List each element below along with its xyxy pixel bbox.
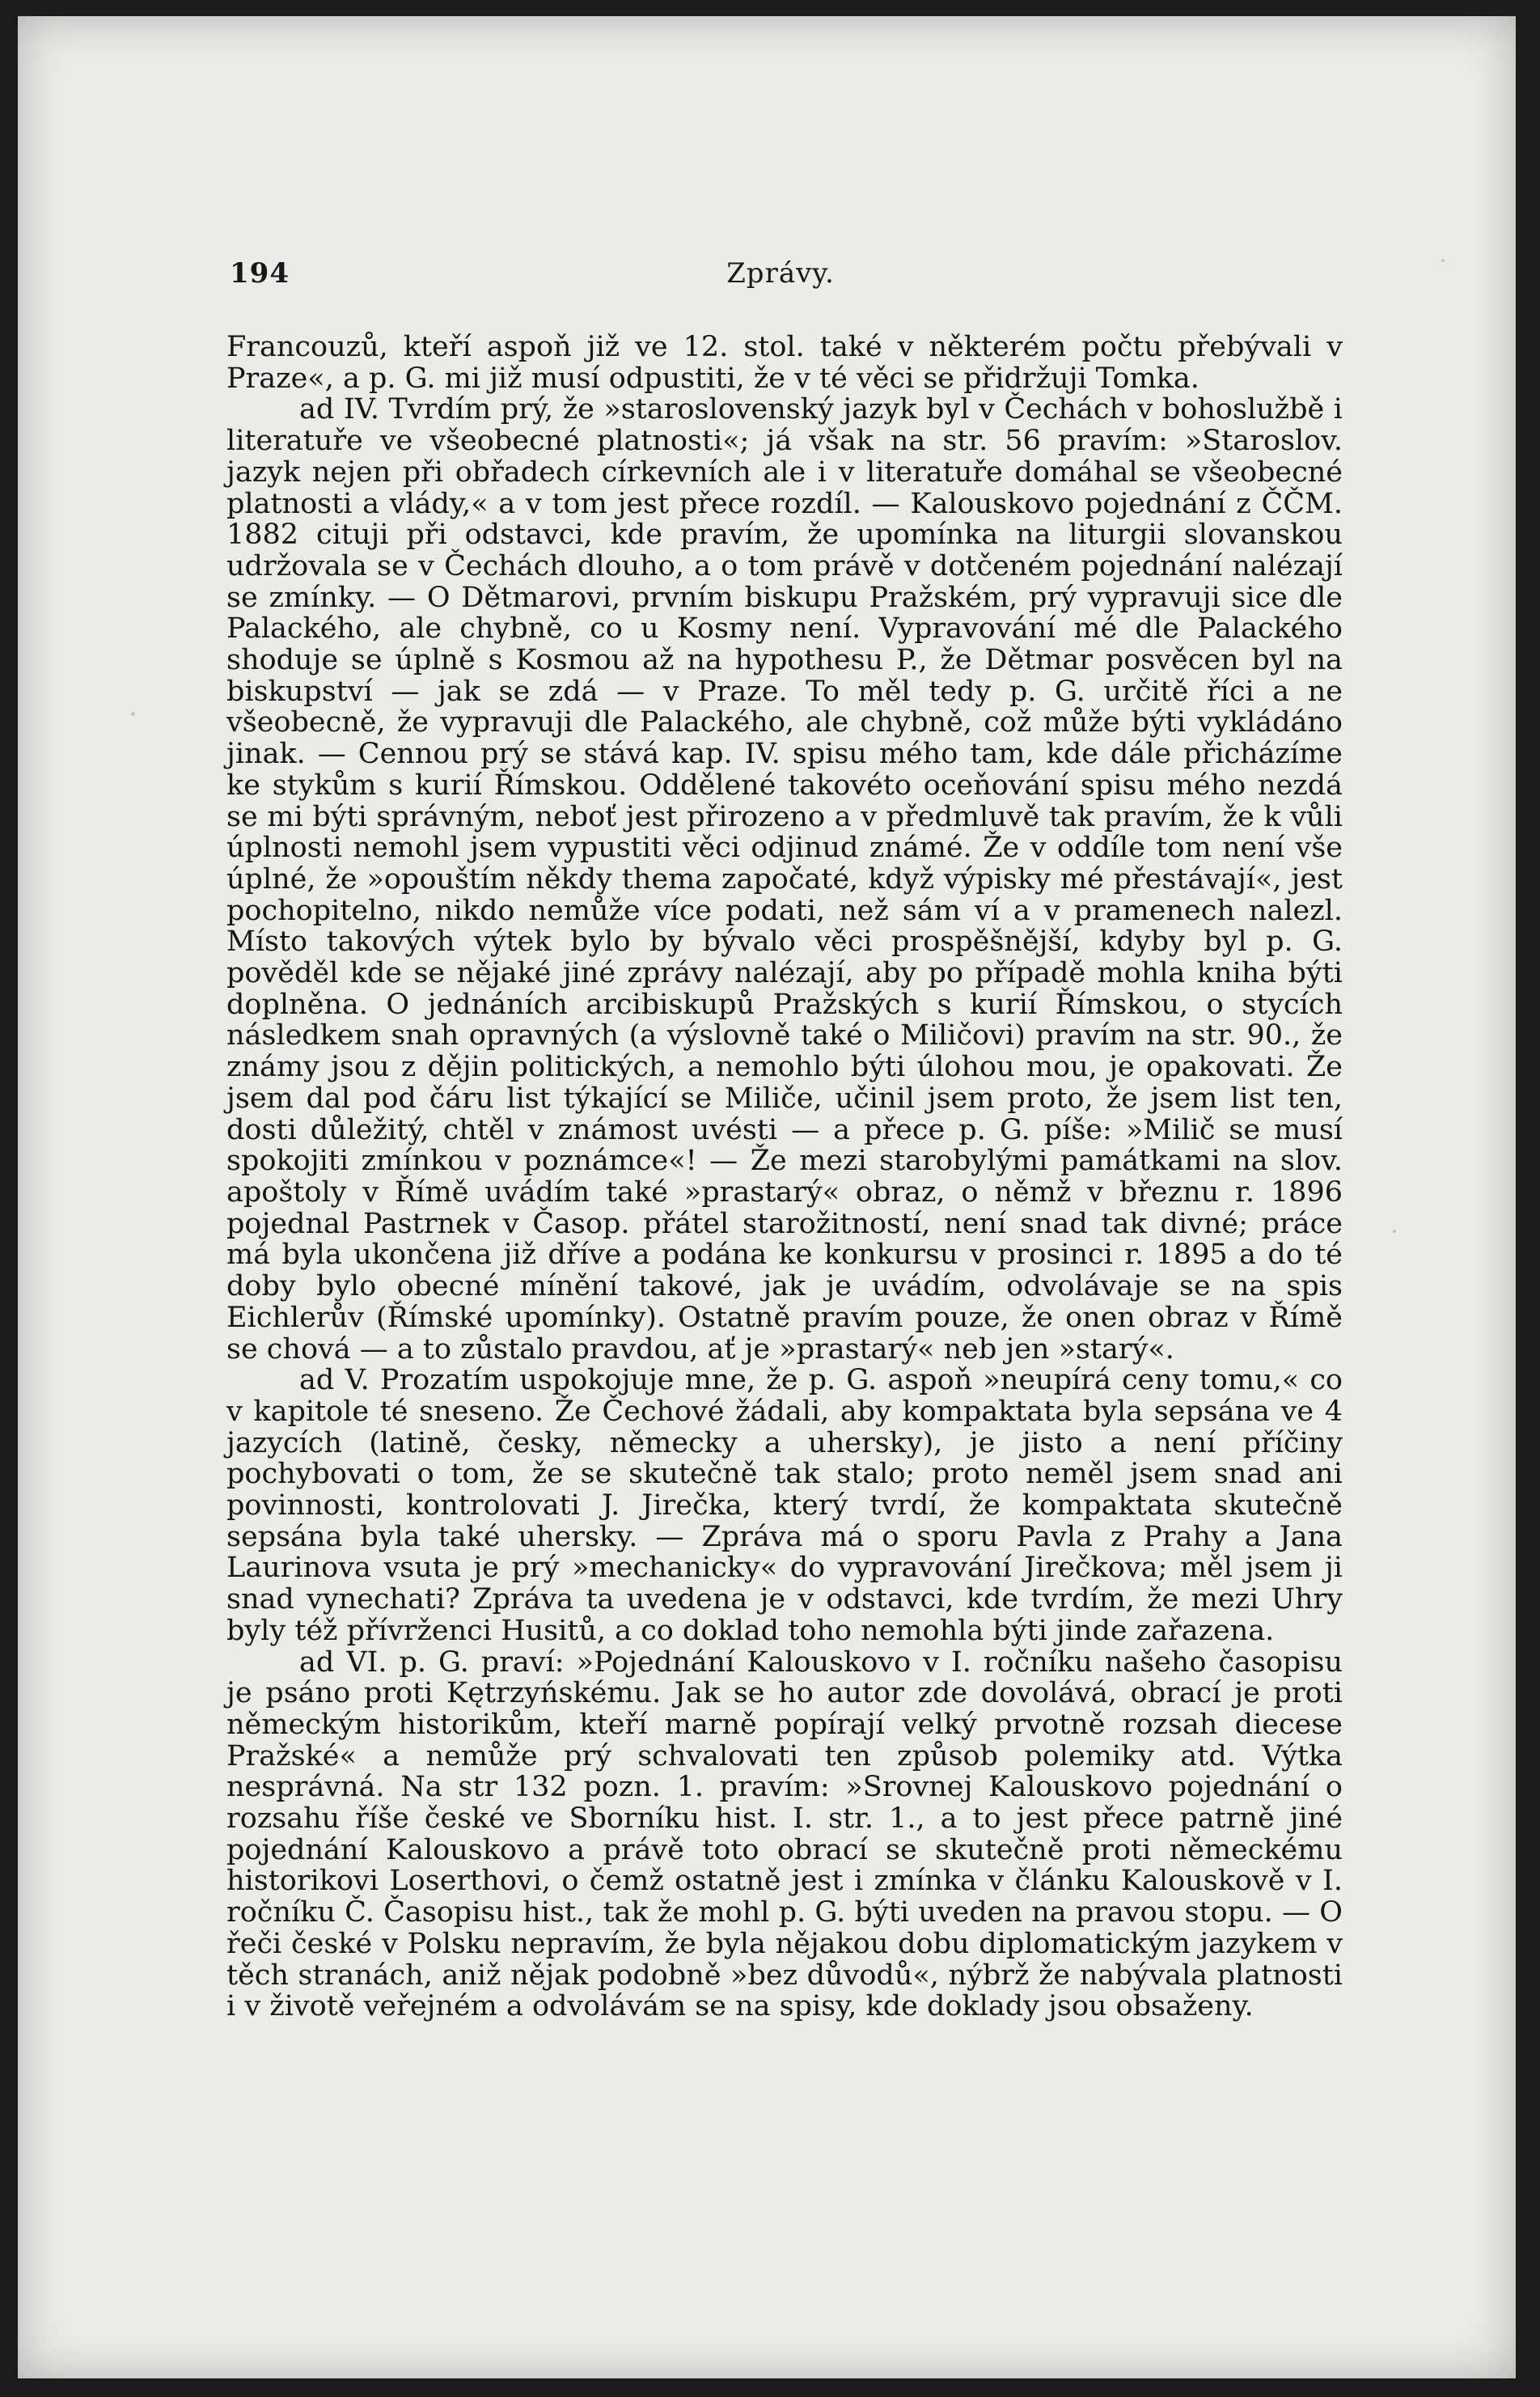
running-head: Zprávy.: [726, 257, 835, 290]
paper-speck: [1441, 259, 1445, 262]
page-header: [210, 257, 1351, 306]
page-number: 194: [230, 257, 290, 290]
paper-speck: [131, 712, 135, 716]
paragraph-ad-v: ad V. Prozatím uspokojuje mne, že p. G. aspoň »neupírá ceny tomu,« co v kapitole té sneseno. Že Čechové žádali, aby kompaktata byla sepsána ve 4 jazycích (latině, česky, německy a uhersky), je jisto a není příčiny pochybovati o tom, že se skutečně tak stalo; proto neměl jsem snad ani povinnosti, kontrolovati J. Jirečka, který tvrdí, že kompaktata skutečně sepsána byla také uhersky. — Zpráva má o sporu Pavla z Prahy a Jana Laurinova vsuta je prý »mechanicky« do vypravování Jirečkova; měl jsem ji snad vynechati? Zpráva ta uvedena je v odstavci, kde tvrdím, že mezi Uhry byly též přívrženci Husitů, a co doklad toho nemohla býti jinde zařazena.: [226, 1364, 1343, 1647]
paragraph-ad-vi: ad VI. p. G. praví: »Pojednání Kalouskovo v I. ročníku našeho časopisu je psáno proti Kętrzyńskému. Jak se ho autor zde dovolává, obrací je proti německým historikům, kteří marně popírají velký prvotně rozsah diecese Pražské« a nemůže prý schvalovati ten způsob polemiky atd. Výtka nesprávná. Na str 132 pozn. 1. pravím: »Srovnej Kalouskovo pojednání o rozsahu říše české ve Sborníku hist. I. str. 1., a to jest přece patrně jiné pojednání Kalouskovo a právě toto obrací se skutečně proti německému historikovi Loserthovi, o čemž ostatně jest i zmínka v článku Kalouskově v I. ročníku Č. Časopisu hist., tak že mohl p. G. býti uveden na pravou stopu. — O řeči české v Polsku nepravím, že byla nějakou dobu diplomatickým jazykem v těch stranách, aniž nějak podobně »bez důvodů«, nýbrž že nabývala platnosti i v životě veřejném a odvolávám se na spisy, kde doklady jsou obsaženy.: [226, 1645, 1343, 2023]
paper-speck: [1393, 1230, 1396, 1233]
article-body: [226, 332, 1343, 2022]
paragraph: Francouzů, kteří aspoň již ve 12. stol. také v některém počtu přebývali v Praze«, a p. G. mi již musí odpustiti, že v té věci se přidržuji Tomka.: [226, 331, 1343, 395]
paragraph-ad-iv: ad IV. Tvrdím prý, že »staroslovenský jazyk byl v Čechách v bohoslužbě i literatuře ve všeobecné platnosti«; já však na str. 56 pravím: »Staroslov. jazyk nejen při obřadech církevních ale i v literatuře domáhal se všeobecné platnosti a vlády,« a v tom jest přece rozdíl. — Kalouskovo pojednání z ČČM. 1882 cituji při odstavci, kde pravím, že upomínka na liturgii slovanskou udržovala se v Čechách dlouho, a o tom právě v dotčeném pojednání nalézají se zmínky. — O Dětmarovi, prvním biskupu Pražském, prý vypravuji sice dle Palackého, ale chybně, co u Kosmy není. Vypravování mé dle Palackého shoduje se úplně s Kosmou až na hypothesu P., že Dětmar posvěcen byl na biskupství — jak se zdá — v Praze. To měl tedy p. G. určitě říci a ne všeobecně, že vypravuji dle Palackého, ale chybně, což může býti vykládáno jinak. — Cennou prý se stává kap. IV. spisu mého tam, kde dále přicházíme ke stykům s kurií Římskou. Oddělené takovéto oceňování spisu mého nezdá se mi býti správným, neboť jest přirozeno a v předmluvě tak pravím, že k vůli úplnosti nemohl jsem vypustiti věci odjinud známé. Že v oddíle tom není vše úplné, že »opouštím někdy thema započaté, když výpisky mé přestávají«, jest pochopitelno, nikdo nemůže více podati, než sám ví a v pramenech nalezl. Místo takových výtek bylo by bývalo věci prospěšnější, kdyby byl p. G. pověděl kde se nějaké jiné zprávy nalézají, aby po případě mohla kniha býti doplněna. O jednáních arcibiskupů Pražských s kurií Římskou, o stycích následkem snah opravných (a výslovně také o Miličovi) pravím na str. 90., že známy jsou z dějin politických, a nemohlo býti úlohou mou, je opakovati. Že jsem dal pod čáru list týkající se Miliče, učinil jsem proto, že jsem list ten, dosti důležitý, chtěl v známost uvésti — a přece p. G. píše: »Milič se musí spokojiti zmínkou v poznámce«! — Že mezi starobylými památkami na slov. apoštoly v Římě uvádím také »prastarý« obraz, o němž v březnu r. 1896 pojednal Pastrnek v Časop. přátel starožitností, není snad tak divné; práce má byla ukončena již dříve a podána ke konkursu v prosinci r. 1895 a do té doby bylo obecné mínění takové, jak je uvádím, odvolávaje se na spis Eichlerův (Římské upomínky). Ostatně pravím pouze, že onen obraz v Římě se chová — a to zůstalo pravdou, ať je »prastarý« neb jen »starý«.: [226, 393, 1343, 1366]
